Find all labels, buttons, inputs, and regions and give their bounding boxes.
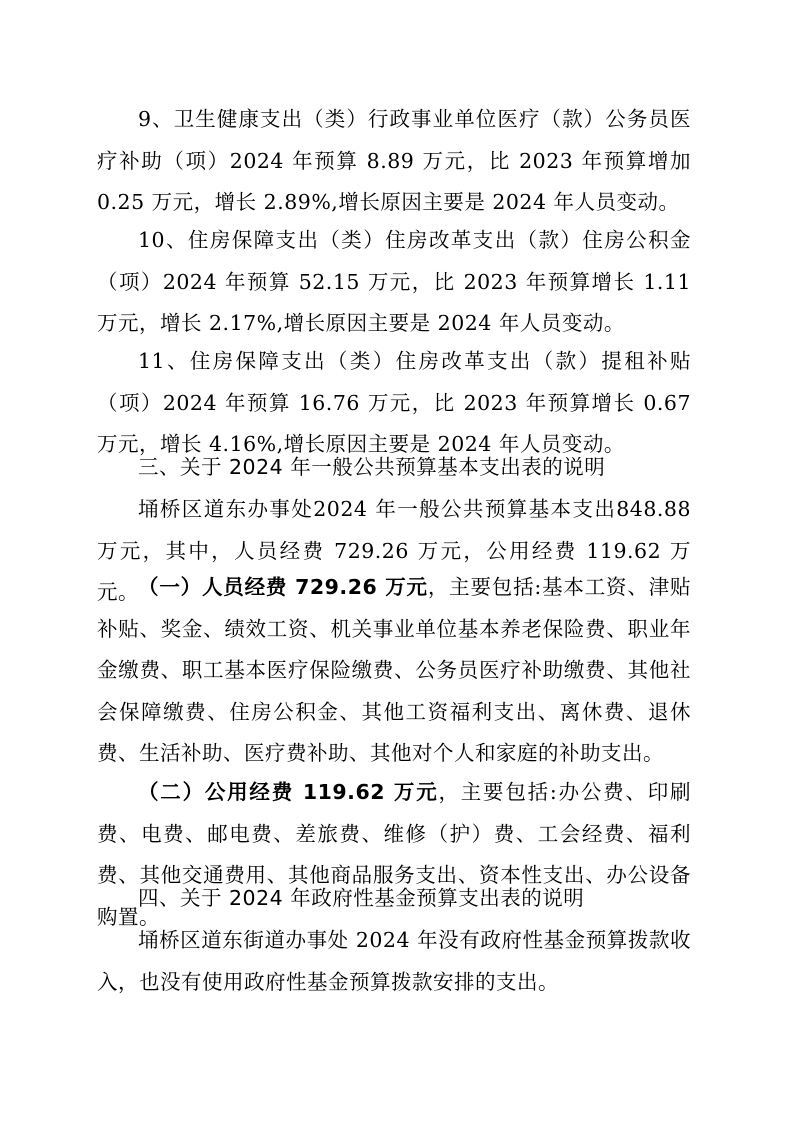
paragraph-personnel-expenses [97,567,691,775]
public-expenses-text: ，主要包括:办公费、印刷费、电费、邮电费、差旅费、维修（护）费、工会经费、福利费、其他交通费用、其他商品服务支出、资本性支出、办公设备购置。 [97,780,691,929]
paragraph-basic-expenditure: 埇桥区道东办事处2024 年一般公共预算基本支出848.88万元，其中，人员经费 729.26 万元，公用经费 119.62 万元。 [97,497,691,604]
section-heading-3: 三、关于 2024 年一般公共预算基本支出表的说明 [138,455,606,479]
public-expenses-heading: （二）公用经费 119.62 万元 [138,780,439,804]
section-heading-4: 四、关于 2024 年政府性基金预算支出表的说明 [138,886,585,910]
personnel-expenses-heading: （一）人员经费 729.26 万元 [138,575,428,599]
paragraph-item-11: 11、住房保障支出（类）住房改革支出（款）提租补贴（项）2024 年预算 16.76 万元，比 2023 年预算增长 0.67 万元，增长 4.16%,增长原因主要是 2024 年人员变动。 [97,349,691,456]
paragraph-government-fund: 埇桥区道东街道办事处 2024 年没有政府性基金预算拨款收入，也没有使用政府性基金预算拨款安排的支出。 [97,928,691,994]
personnel-expenses-text: ，主要包括:基本工资、津贴补贴、奖金、绩效工资、机关事业单位基本养老保险费、职业年金缴费、职工基本医疗保险缴费、公务员医疗补助缴费、其他社会保障缴费、住房公积金、其他工资福利支出、离休费、退休费、生活补助、医疗费补助、其他对个人和家庭的补助支出。 [97,575,691,765]
paragraph-item-10: 10、住房保障支出（类）住房改革支出（款）住房公积金（项）2024 年预算 52.15 万元，比 2023 年预算增长 1.11 万元，增长 2.17%,增长原因主要是 2024 年人员变动。 [97,228,691,335]
paragraph-item-9: 9、卫生健康支出（类）行政事业单位医疗（款）公务员医疗补助（项）2024 年预算 8.89 万元，比 2023 年预算增加 0.25 万元，增长 2.89%,增长原因主要是 2024 年人员变动。 [97,107,691,214]
